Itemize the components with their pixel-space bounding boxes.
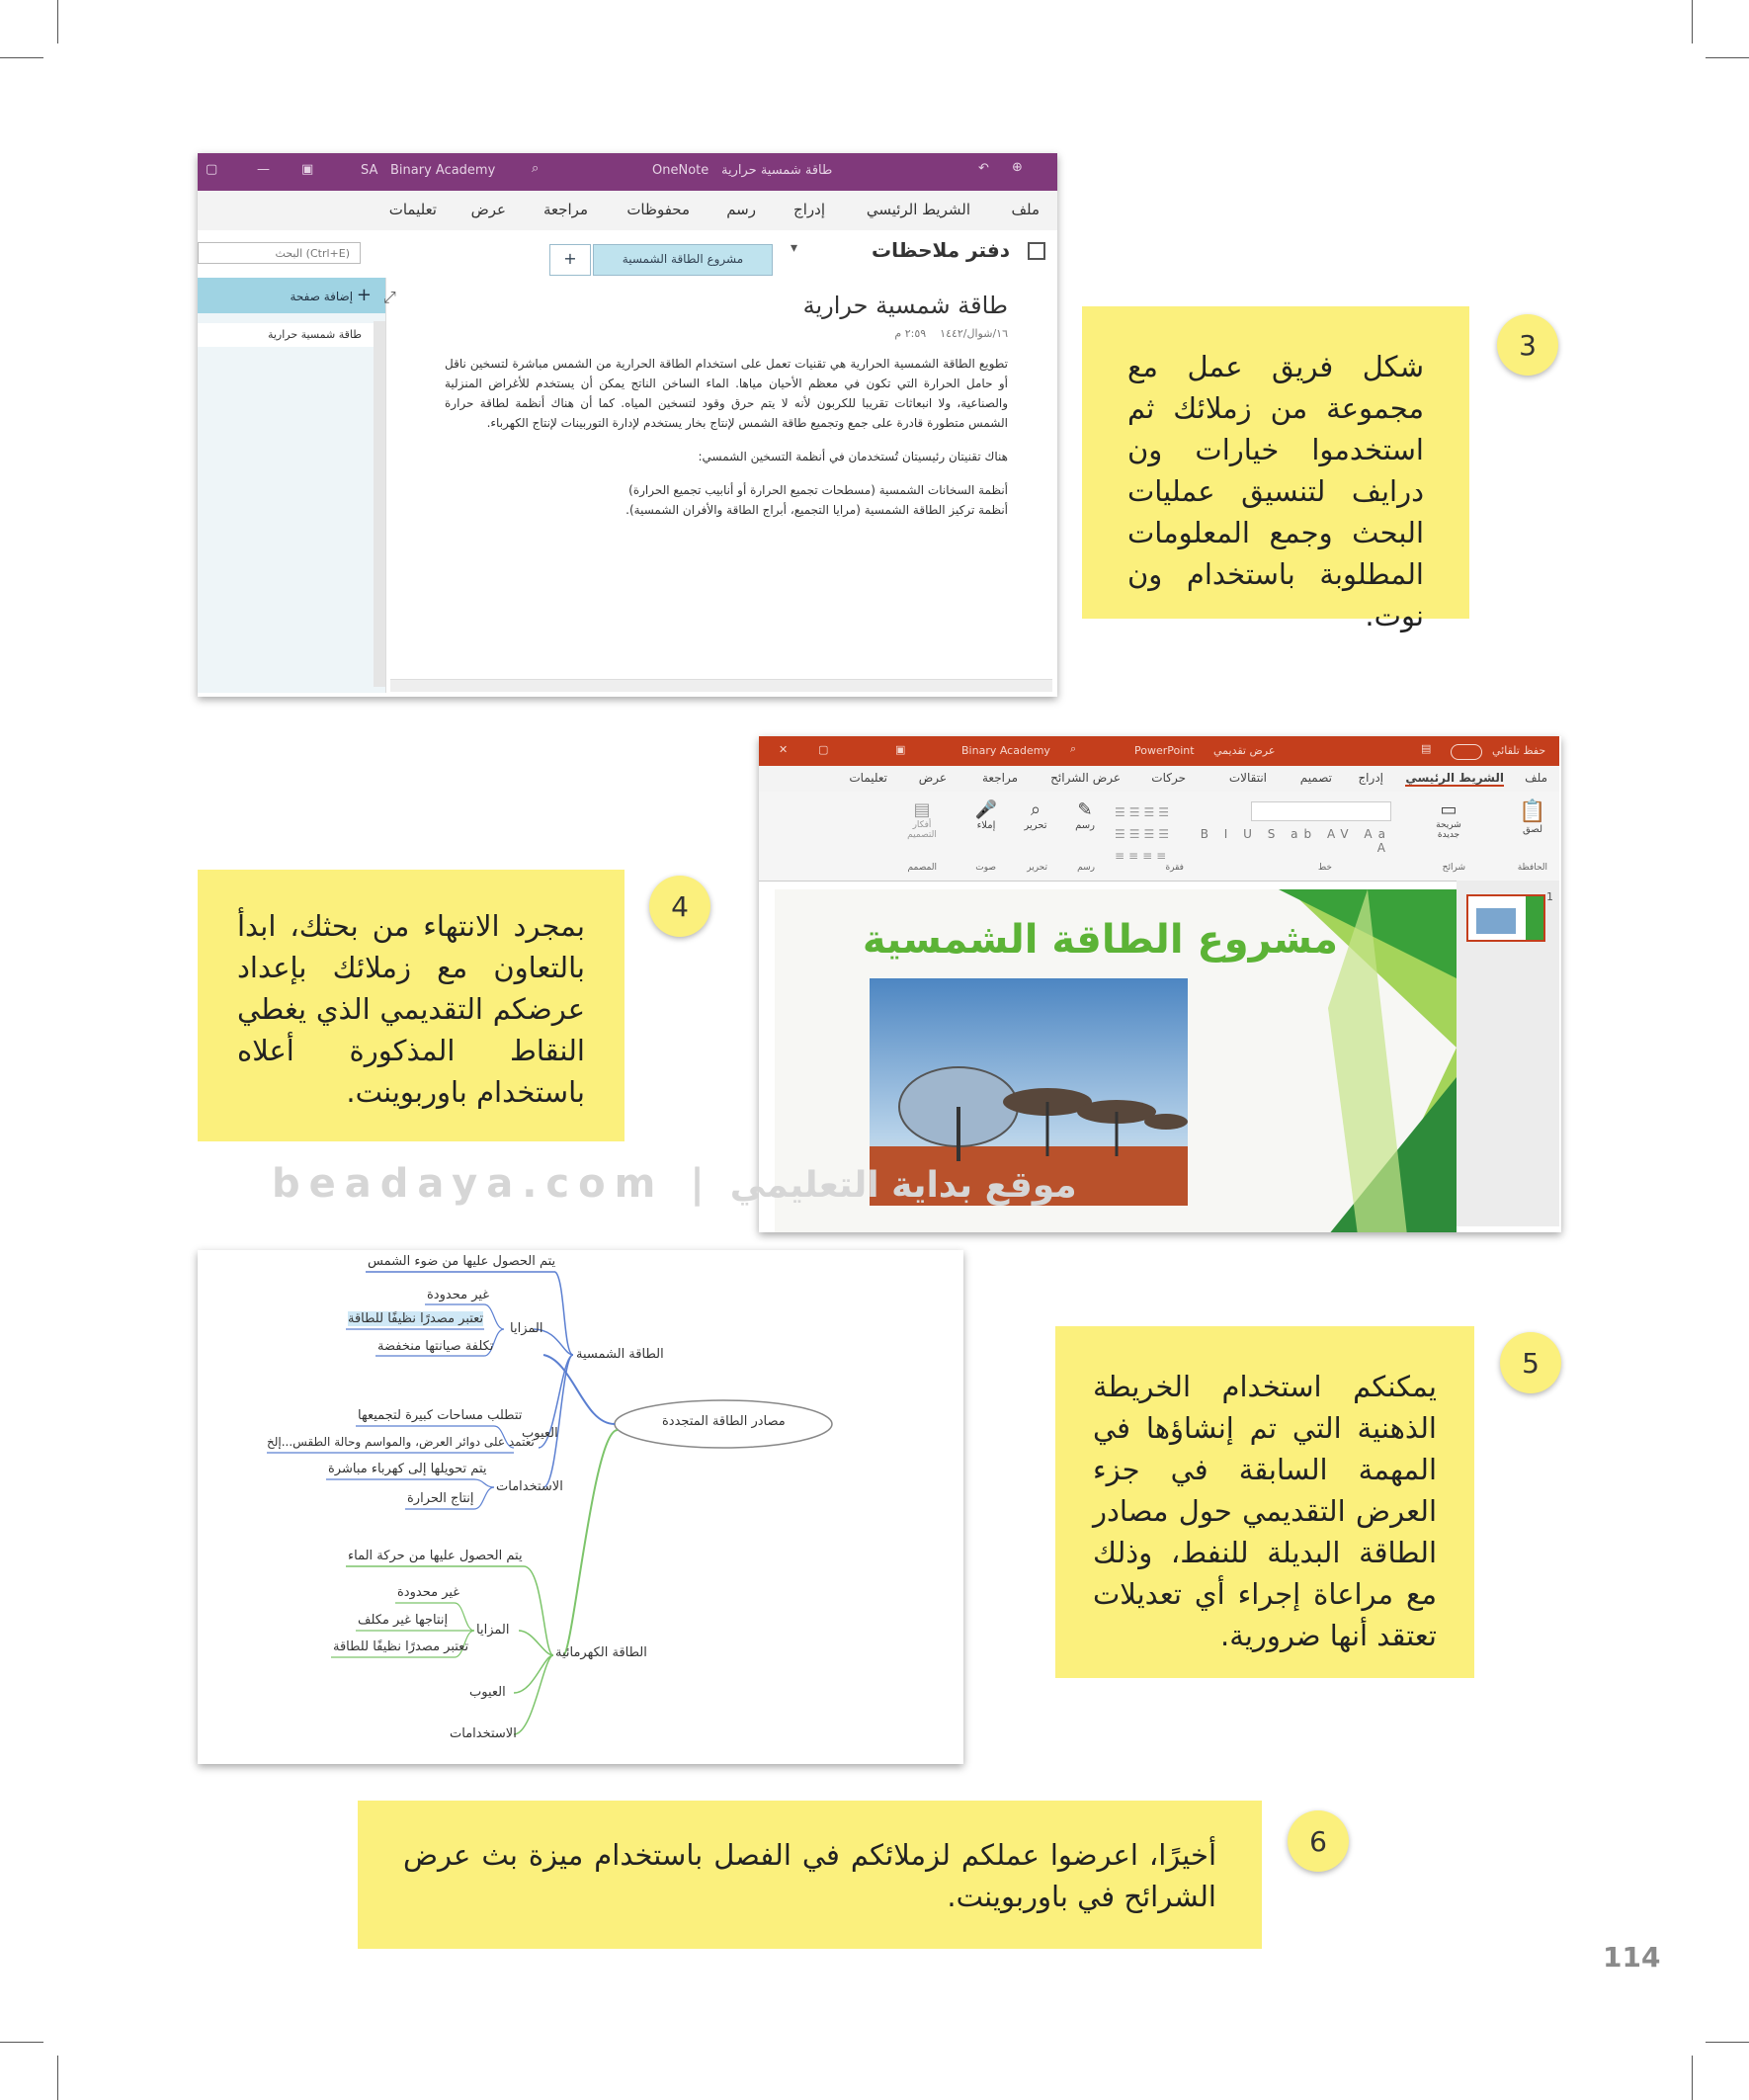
crop-mark (1706, 2042, 1749, 2043)
design-ideas-button[interactable] (897, 799, 947, 840)
powerpoint-screenshot (759, 736, 1561, 1232)
crop-mark (57, 2056, 58, 2100)
mindmap-hydro-source: يتم الحصول عليها من حركة الماء (348, 1549, 523, 1563)
search-placeholder: البحث (Ctrl+E) (275, 247, 350, 260)
crop-mark (1706, 57, 1749, 58)
date-text: ١٦/شوال/١٤٤٢ (940, 327, 1008, 340)
mindmap-solar-advantages: المزايا (510, 1321, 543, 1336)
mindmap-solar: الطاقة الشمسية (576, 1347, 664, 1362)
back-icon[interactable]: ⊕ (1012, 160, 1023, 175)
step-text: أخيرًا، اعرضوا عملكم لزملائكم في الفصل باستخدام ميزة بث عرض الشرائح في باوربوينت. (403, 1838, 1216, 1913)
group-font: خط (1317, 863, 1332, 873)
paste-button[interactable] (1516, 799, 1549, 835)
tab-insert[interactable]: إدراج (1358, 771, 1383, 785)
dictate-button[interactable] (966, 799, 1006, 831)
design-icon: ▤ (913, 799, 931, 820)
tab-review[interactable]: مراجعة (981, 771, 1018, 785)
mindmap-solar-source: يتم الحصول عليها من ضوء الشمس (368, 1254, 556, 1269)
autosave-toggle[interactable] (1451, 744, 1482, 760)
mindmap-hydro-uses: الاستخدامات (450, 1726, 517, 1741)
new-slide-label: شريحة جديدة (1436, 820, 1461, 840)
tab-help[interactable]: تعليمات (849, 771, 887, 785)
tab-draw[interactable]: رسم (726, 201, 756, 218)
tab-insert[interactable]: إدراج (793, 201, 825, 218)
add-section-button[interactable] (549, 244, 591, 276)
step-number-label: 5 (1522, 1346, 1540, 1380)
slide-title[interactable]: مشروع الطاقة الشمسية (862, 917, 1338, 963)
tab-slideshow[interactable]: عرض الشرائح (1050, 771, 1121, 785)
mindmap-screenshot (198, 1250, 963, 1764)
mindmap-solar-uses: الاستخدامات (496, 1479, 563, 1494)
step-text: يمكنكم استخدام الخريطة الذهنية التي تم إنشاؤها في المهمة السابقة في جزء العرض التقديمي حول مصادر الطاقة البديلة للنفط، وذلك مع مراعاة إجراء أي تعديلات تعتقد أنها ضرورية. (1093, 1370, 1437, 1652)
paragraph-controls: ☰☰☰☰ ☰☰☰☰ ≡≡≡≡ (1115, 805, 1174, 863)
page-title: طاقة شمسية حرارية (802, 292, 1008, 319)
paste-label: لصق (1522, 824, 1543, 835)
add-page-label: إضافة صفحة (290, 290, 354, 303)
list-item: أنظمة تركيز الطاقة الشمسية (مرايا التجميع، أبراج الطاقة والأفران الشمسية). (625, 503, 1008, 517)
tab-view[interactable]: عرض (470, 201, 506, 218)
ppt-ribbon (759, 792, 1559, 882)
dictate-label: إملاء (976, 820, 996, 831)
account-initials: SA (361, 163, 378, 178)
mindmap-hydro-adv-item: تعتبر مصدرًا نظيفًا للطاقة (333, 1639, 469, 1654)
tab-design[interactable]: تصميم (1299, 771, 1332, 785)
watermark-site: beadaya.com (272, 1161, 665, 1207)
tab-history[interactable]: محفوظات (626, 201, 690, 218)
step-number (1497, 314, 1558, 376)
doc-title: عرض تقديمي (1213, 744, 1276, 757)
mindmap-center: مصادر الطاقة المتجددة (662, 1414, 786, 1429)
list-item: أنظمة السخانات الشمسية (مسطحات تجميع الحرارة أو أنابيب تجميع الحرارة) (628, 483, 1008, 497)
mindmap-solar-use-item: إنتاج الحرارة (407, 1491, 474, 1506)
find-icon: ⌕ (1030, 799, 1041, 820)
draw-icon: ✎ (1077, 799, 1093, 820)
mindmap-hydro-disadvantages: العيوب (469, 1685, 506, 1700)
crop-mark (0, 2042, 43, 2043)
step-number-label: 3 (1519, 328, 1537, 362)
watermark-text: موقع بداية التعليمي (729, 1165, 1077, 1206)
font-box[interactable] (1251, 801, 1391, 821)
watermark-separator: | (690, 1161, 705, 1207)
tab-help[interactable]: تعليمات (388, 201, 437, 218)
mindmap-solar-adv-item: غير محدودة (427, 1288, 490, 1302)
tab-home[interactable]: الشريط الرئيسي (866, 201, 970, 218)
tab-home[interactable]: الشريط الرئيسي (1405, 771, 1504, 785)
group-labels (759, 863, 1559, 879)
group-voice: صوت (975, 863, 996, 873)
edit-label: تحرير (1024, 820, 1047, 831)
undo-icon[interactable]: ↶ (978, 161, 989, 176)
section-tab[interactable] (593, 244, 773, 276)
paragraph: تطويع الطاقة الشمسية الحرارية هي تقنيات تعمل على استخدام الطاقة الحرارية من الشمس مباشرة لتسخين ناقل أو حامل الحرارة التي تكون في معظم الأحيان مياها. الماء الساخن الناتج يمكن أن يستخدم للأغراض المنزلية والصناعية، ولا انبعاثات تقريبا للكربون لأنه لا يتم حرق وقود لتسخين المياه. كما أن هناك أنظمة لطاقة حرارة الشمس متطورة قادرة على جمع وتجميع طاقة الشمس لإنتاج بخار يستخدم لإدارة التوربينات لإنتاج الكهرباء. (445, 357, 1008, 430)
page-item-label: طاقة شمسية حرارية (267, 328, 362, 341)
scrollbar[interactable] (374, 321, 385, 687)
mindmap-solar-dis-item: تتطلب مساحات كبيرة لتجميعها (358, 1408, 523, 1423)
expand-icon[interactable]: ⤢ (383, 288, 396, 306)
group-clipboard: الحافظة (1517, 863, 1547, 873)
search-input[interactable] (198, 242, 361, 264)
onenote-screenshot (198, 153, 1057, 697)
crop-mark (0, 57, 43, 58)
step-note (1055, 1326, 1474, 1678)
onenote-ribbon (198, 191, 1057, 231)
step-text: بمجرد الانتهاء من بحثك، ابدأ بالتعاون مع زملائك بإعداد عرضكم التقديمي الذي يغطي النقاط المذكورة أعلاه باستخدام باوربوينت. (237, 909, 585, 1109)
tab-view[interactable]: عرض (918, 771, 947, 785)
page-list (198, 278, 386, 693)
tab-animations[interactable]: حركات (1151, 771, 1186, 785)
doc-title: طاقة شمسية حرارية (721, 163, 833, 178)
horizontal-scrollbar[interactable] (390, 679, 1052, 692)
search-icon[interactable]: ⌕ (532, 161, 540, 176)
group-paragraph: فقرة (1165, 863, 1184, 873)
step-number (1500, 1332, 1561, 1393)
font-format-row: B I U S ab AV Aa A (1200, 827, 1391, 855)
add-page-button[interactable] (198, 278, 385, 313)
clipboard-icon: 📋 (1519, 799, 1546, 824)
mindmap-hydro-adv-item: إنتاجها غير مكلف (358, 1613, 449, 1628)
autosave-label: حفظ تلقائي (1492, 744, 1546, 757)
mindmap-solar-adv-item: تكلفة صيانتها منخفضة (377, 1339, 494, 1354)
thumb-image (1476, 908, 1516, 934)
slide-thumbnails (1457, 881, 1559, 1226)
ribbon-display-icon[interactable]: ▣ (895, 743, 906, 756)
mindmap-solar-adv-item: تعتبر مصدرًا نظيفًا للطاقة (348, 1311, 484, 1326)
restore-icon[interactable]: ▢ (818, 743, 829, 756)
thumb-number: 1 (1546, 890, 1553, 903)
mindmap-solar-dis-item: تعتمد على دوائر العرض، والمواسم وحالة الطقس...إلخ (267, 1435, 535, 1449)
plus-icon: + (356, 285, 372, 305)
edit-button[interactable] (1016, 799, 1055, 831)
tab-file[interactable]: ملف (1525, 771, 1547, 785)
notebook-icon (1028, 242, 1045, 260)
crop-mark (1692, 0, 1693, 43)
ppt-tabs (759, 766, 1559, 792)
draw-label: رسم (1075, 820, 1095, 831)
app-name: PowerPoint (1134, 744, 1195, 757)
group-drawing: رسم (1077, 863, 1095, 873)
new-slide-button[interactable] (1429, 799, 1468, 840)
mindmap-solar-use-item: يتم تحويلها إلى كهرباء مباشرة (328, 1462, 487, 1476)
thumb-accent (1526, 896, 1543, 940)
chevron-down-icon[interactable]: ▾ (791, 240, 798, 256)
page-number: 114 (1603, 1941, 1661, 1974)
mindmap-hydro-advantages: المزايا (476, 1623, 510, 1638)
step-note (1082, 306, 1469, 632)
group-slides: شرائح (1442, 863, 1465, 873)
tab-transitions[interactable]: انتقالات (1228, 771, 1267, 785)
step-number (649, 876, 710, 937)
minimize-icon[interactable]: ▢ (206, 162, 218, 177)
close-icon[interactable]: — (257, 162, 270, 177)
page-list-item[interactable] (198, 323, 374, 347)
design-ideas-label: أفكار التصميم (907, 820, 937, 840)
tab-review[interactable]: مراجعة (542, 201, 588, 218)
ppt-title-bar (759, 736, 1559, 766)
tab-file[interactable]: ملف (1011, 201, 1040, 218)
section-tab-label: مشروع الطاقة الشمسية (622, 252, 744, 266)
add-section-label: + (563, 249, 577, 268)
mindmap-hydro: الطاقة الكهرمائية (555, 1645, 647, 1660)
app-name: OneNote (652, 163, 709, 178)
notebook-name[interactable]: دفتر ملاحظات (872, 238, 1010, 262)
close-icon[interactable]: ✕ (779, 743, 789, 756)
search-icon[interactable]: ⌕ (1070, 742, 1077, 755)
save-icon[interactable]: ▤ (1421, 742, 1432, 755)
step-number-label: 6 (1309, 1824, 1327, 1858)
slide-thumbnail[interactable] (1466, 894, 1545, 942)
step-number-label: 4 (671, 889, 689, 923)
mindmap-lines (198, 1250, 963, 1764)
watermark (272, 1161, 1112, 1211)
account-name: Binary Academy (390, 163, 496, 178)
microphone-icon: 🎤 (974, 799, 998, 820)
slide-icon: ▭ (1440, 799, 1458, 820)
mindmap-solar-disadvantages: العيوب (522, 1426, 558, 1441)
draw-button[interactable] (1065, 799, 1105, 831)
step-text: شكل فريق عمل مع مجموعة من زملائك ثم استخدموا خيارات ون درايف لتنسيق عمليات البحث وجمع المعلومات المطلوبة باستخدام ون نوت. (1127, 350, 1424, 632)
crop-mark (1692, 2056, 1693, 2100)
step-note (198, 870, 625, 1141)
page-date (445, 327, 1008, 340)
onenote-title-bar (198, 153, 1057, 191)
step-number (1288, 1810, 1349, 1872)
note-content[interactable] (445, 292, 1008, 520)
group-designer: المصمم (907, 863, 937, 873)
time-text: ٢:٥٩ م (894, 327, 927, 340)
crop-mark (57, 0, 58, 43)
account-name: Binary Academy (961, 744, 1050, 757)
mindmap-hydro-adv-item: غير محدودة (397, 1585, 460, 1600)
group-editing: تحرير (1027, 863, 1047, 873)
paragraph: هناك تقنيتان رئيسيتان تُستخدمان في أنظمة التسخين الشمسي: (698, 450, 1008, 463)
step-note (358, 1801, 1262, 1949)
restore-icon[interactable]: ▣ (301, 162, 314, 177)
